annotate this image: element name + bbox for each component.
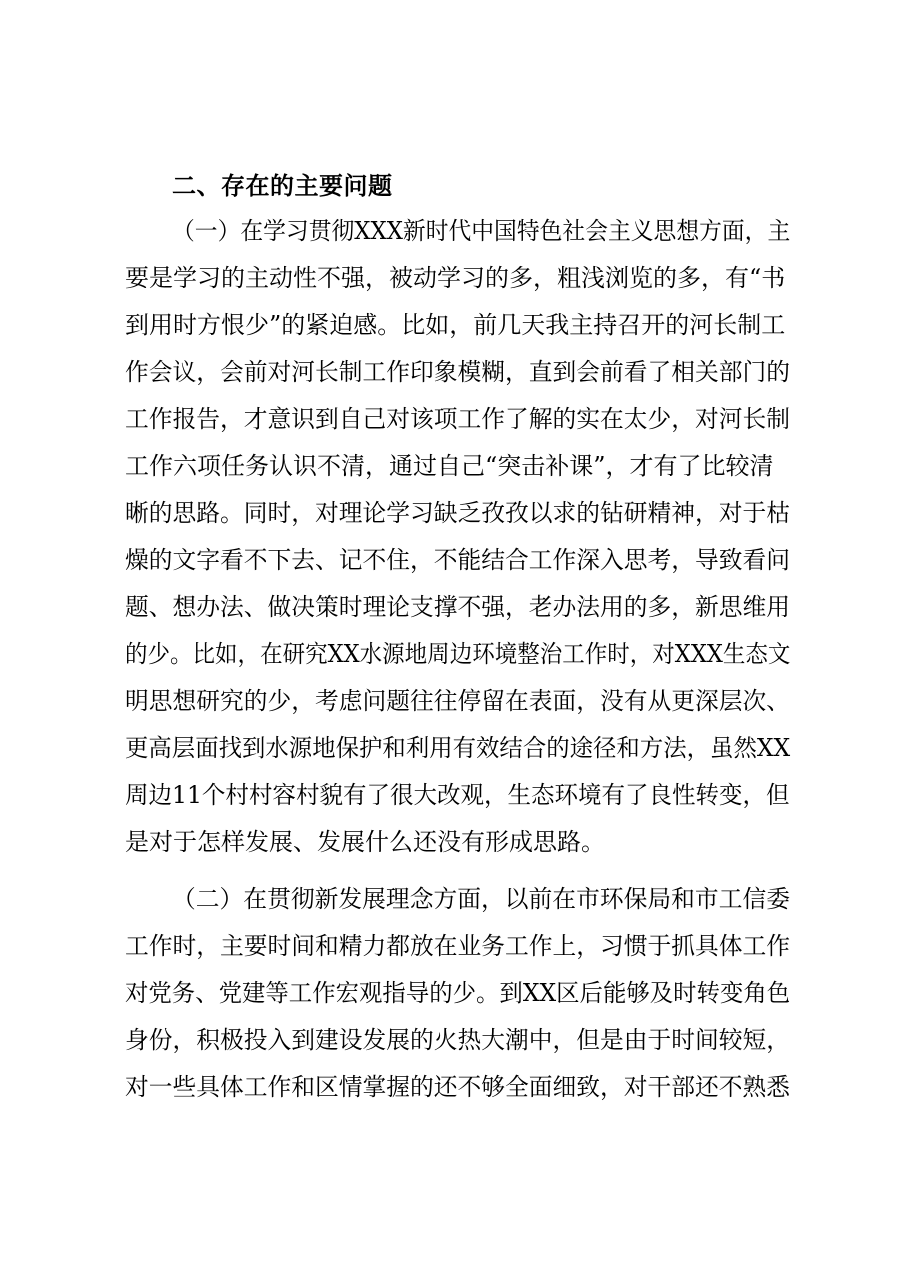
paragraph-line: 对党务、党建等工作宏观指导的少。到XX区后能够及时转变角色 bbox=[125, 979, 791, 1007]
paragraph-line: 晰的思路。同时，对理论学习缺乏孜孜以求的钻研精神，对于枯 bbox=[125, 499, 790, 527]
paragraph-line: 作会议，会前对河长制工作印象模糊，直到会前看了相关部门的 bbox=[125, 358, 790, 386]
paragraph-line: 对一些具体工作和区情掌握的还不够全面细致，对干部还不熟悉 bbox=[125, 1073, 790, 1101]
paragraph-line: 要是学习的主动性不强，被动学习的多，粗浅浏览的多，有“书 bbox=[125, 264, 786, 292]
paragraph-line: （一）在学习贯彻XXX新时代中国特色社会主义思想方面，主 bbox=[172, 217, 791, 245]
paragraph-line: 题、想办法、做决策时理论支撑不强，老办法用的多，新思维用 bbox=[125, 593, 790, 621]
paragraph-line: 工作时，主要时间和精力都放在业务工作上，习惯于抓具体工作 bbox=[125, 932, 790, 960]
paragraph-line: 的少。比如，在研究XX水源地周边环境整治工作时，对XXX生态文 bbox=[125, 640, 791, 668]
paragraph-line: 到用时方恨少”的紧迫感。比如，前几天我主持召开的河长制工 bbox=[125, 311, 786, 339]
paragraph-line: 燥的文字看不下去、记不住，不能结合工作深入思考，导致看问 bbox=[125, 546, 790, 574]
paragraph-line: 是对于怎样发展、发展什么还没有形成思路。 bbox=[125, 828, 605, 856]
paragraph-line: （二）在贯彻新发展理念方面，以前在市环保局和市工信委 bbox=[172, 885, 790, 913]
paragraph-line: 工作六项任务认识不清，通过自己“突击补课”，才有了比较清 bbox=[125, 452, 774, 480]
paragraph-line: 更高层面找到水源地保护和利用有效结合的途径和方法，虽然XX bbox=[125, 734, 791, 762]
paragraph-line: 周边11个村村容村貌有了很大改观，生态环境有了良性转变，但 bbox=[125, 781, 790, 809]
paragraph-line: 身份，积极投入到建设发展的火热大潮中，但是由于时间较短， bbox=[125, 1026, 790, 1054]
paragraph-line: 工作报告，才意识到自己对该项工作了解的实在太少，对河长制 bbox=[125, 405, 790, 433]
paragraph-line: 明思想研究的少，考虑问题往往停留在表面，没有从更深层次、 bbox=[125, 687, 790, 715]
section-heading: 二、存在的主要问题 bbox=[172, 172, 393, 200]
